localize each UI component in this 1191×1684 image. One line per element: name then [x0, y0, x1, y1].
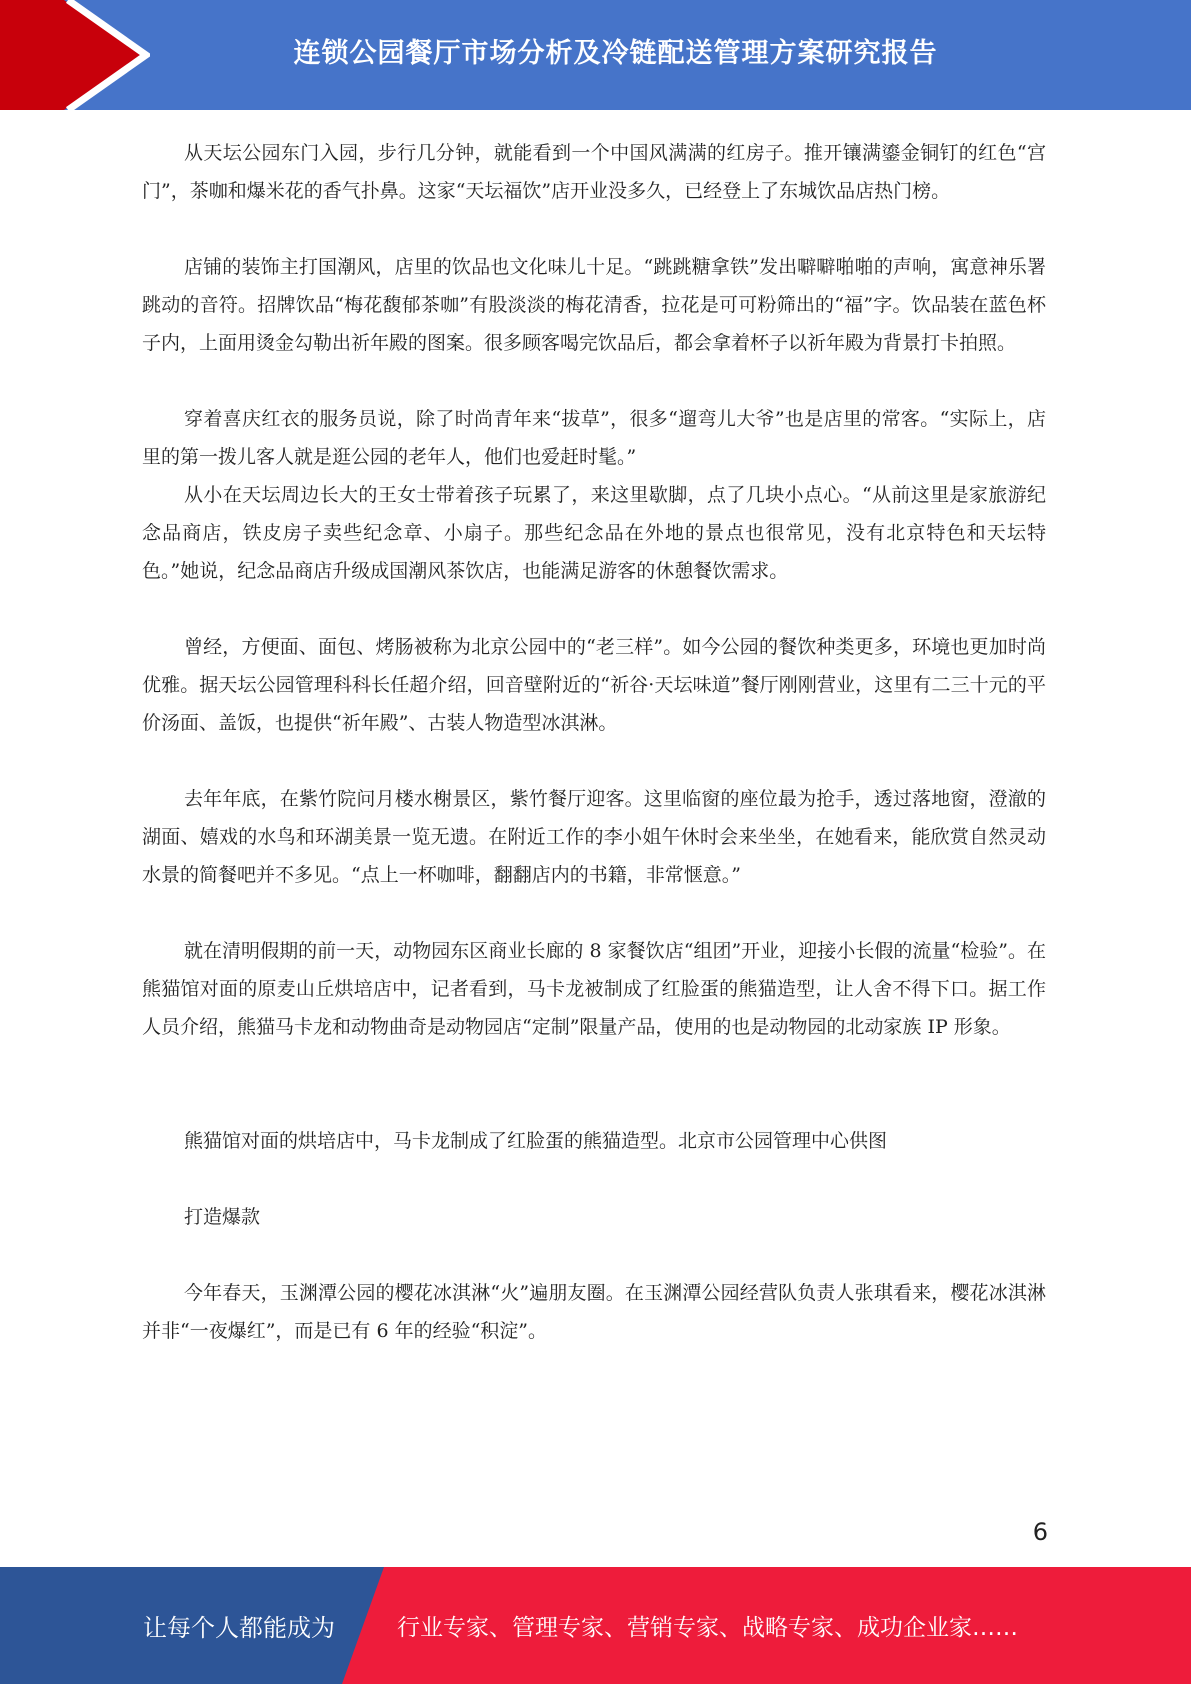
- paragraph: 穿着喜庆红衣的服务员说，除了时尚青年来“拔草”，很多“遛弯儿大爷”也是店里的常客。“实际上，店里的第一拨儿客人就是逛公园的老年人，他们也爱赶时髦。”: [142, 408, 1046, 468]
- paragraph: 从天坛公园东门入园，步行几分钟，就能看到一个中国风满满的红房子。推开镶满鎏金铜钉的红色“宫门”，茶咖和爆米花的香气扑鼻。这家“天坛福饮”店开业没多久，已经登上了东城饮品店热门榜。: [142, 142, 1046, 202]
- section-heading: 打造爆款: [184, 1206, 261, 1228]
- red-chevron-icon: [0, 0, 150, 110]
- footer-slogan-right: 行业专家、管理专家、营销专家、战略专家、成功企业家……: [397, 1615, 1018, 1641]
- page-number: 6: [1032, 1518, 1048, 1546]
- image-caption: 熊猫馆对面的烘培店中，马卡龙制成了红脸蛋的熊猫造型。北京市公园管理中心供图: [184, 1130, 888, 1152]
- page-footer: [0, 1567, 1191, 1684]
- footer-slogan-left: 让每个人都能成为: [143, 1614, 335, 1642]
- paragraph: 就在清明假期的前一天，动物园东区商业长廊的 8 家餐饮店“组团”开业，迎接小长假的流量“检验”。在熊猫馆对面的原麦山丘烘培店中，记者看到，马卡龙被制成了红脸蛋的熊猫造型，让人舍不得下口。据工作人员介绍，熊猫马卡龙和动物曲奇是动物园店“定制”限量产品，使用的也是动物园的北动家族 IP 形象。: [142, 940, 1046, 1038]
- article-body: [142, 134, 1046, 1350]
- report-title: 连锁公园餐厅市场分析及冷链配送管理方案研究报告: [293, 37, 938, 69]
- paragraph: 今年春天，玉渊潭公园的樱花冰淇淋“火”遍朋友圈。在玉渊潭公园经营队负责人张琪看来，樱花冰淇淋并非“一夜爆红”，而是已有 6 年的经验“积淀”。: [142, 1282, 1046, 1342]
- paragraph: 店铺的装饰主打国潮风，店里的饮品也文化味儿十足。“跳跳糖拿铁”发出噼噼啪啪的声响，寓意神乐署跳动的音符。招牌饮品“梅花馥郁茶咖”有股淡淡的梅花清香，拉花是可可粉筛出的“福”字。饮品装在蓝色杯子内，上面用烫金勾勒出祈年殿的图案。很多顾客喝完饮品后，都会拿着杯子以祈年殿为背景打卡拍照。: [142, 256, 1046, 354]
- paragraph: 从小在天坛周边长大的王女士带着孩子玩累了，来这里歇脚，点了几块小点心。“从前这里是家旅游纪念品商店，铁皮房子卖些纪念章、小扇子。那些纪念品在外地的景点也很常见，没有北京特色和天坛特色。”她说，纪念品商店升级成国潮风茶饮店，也能满足游客的休憩餐饮需求。: [142, 484, 1046, 582]
- paragraph: 去年年底，在紫竹院问月楼水榭景区，紫竹餐厅迎客。这里临窗的座位最为抢手，透过落地窗，澄澈的湖面、嬉戏的水鸟和环湖美景一览无遗。在附近工作的李小姐午休时会来坐坐，在她看来，能欣赏自然灵动水景的简餐吧并不多见。“点上一杯咖啡，翻翻店内的书籍，非常惬意。”: [142, 788, 1046, 886]
- paragraph: 曾经，方便面、面包、烤肠被称为北京公园中的“老三样”。如今公园的餐饮种类更多，环境也更加时尚优雅。据天坛公园管理科科长任超介绍，回音壁附近的“祈谷·天坛味道”餐厅刚刚营业，这里有二三十元的平价汤面、盖饭，也提供“祈年殿”、古装人物造型冰淇淋。: [142, 636, 1046, 734]
- page-header: [0, 0, 1191, 110]
